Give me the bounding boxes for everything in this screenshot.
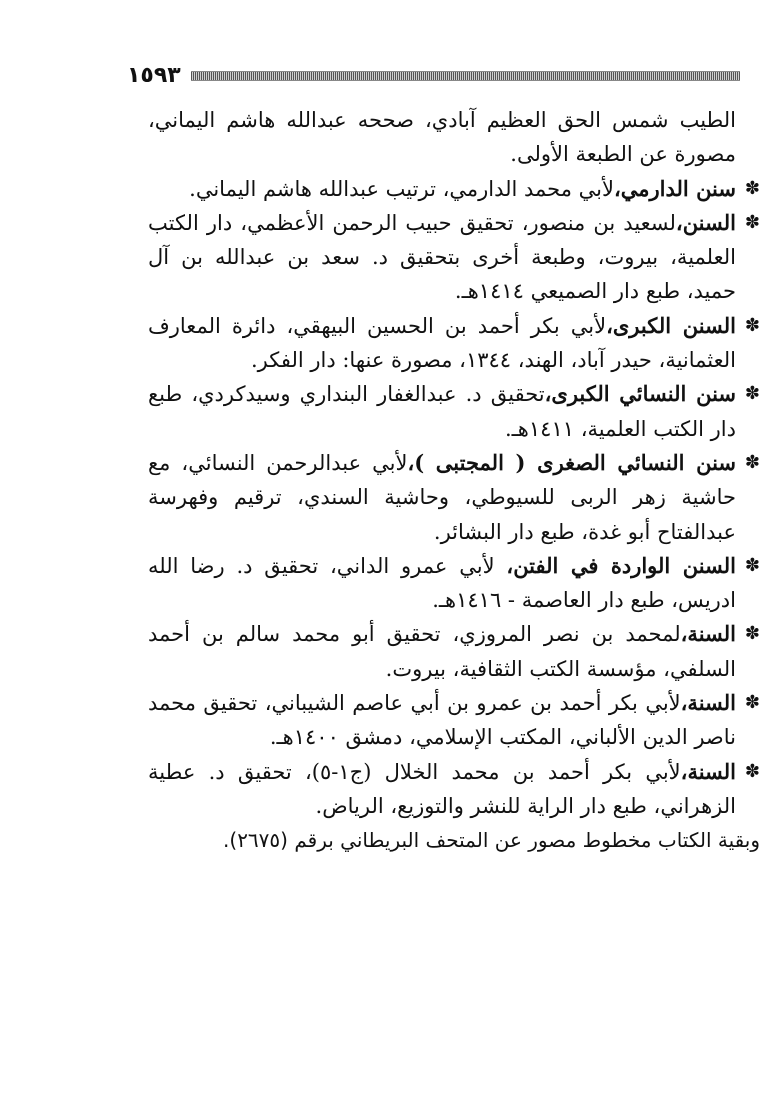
bibliography-entry — [148, 309, 760, 378]
bibliography-list — [148, 103, 760, 858]
entry-title: السنة، — [680, 690, 736, 716]
bibliography-entry — [148, 377, 760, 446]
footer-note: وبقية الكتاب مخطوط مصور عن المتحف البريطاني برقم (٢٦٧٥). — [223, 828, 760, 853]
bibliography-entry — [148, 206, 760, 309]
entry-title: السنن الكبرى، — [606, 312, 736, 338]
entry-text: لأبي عبدالرحمن النسائي، مع حاشية زهر الربى للسيوطي، وحاشية السندي، ترقيم وفهرسة عبدالفتاح أبو غدة، طبع دار البشائر. — [148, 450, 736, 544]
entry-text: لأبي بكر أحمد بن محمد الخلال (ج١-٥)، تحقيق د. عطية الزهراني، طبع دار الراية للنشر والتوزيع، الرياض. — [148, 759, 736, 818]
bibliography-entry — [148, 446, 760, 549]
entry-text: تحقيق د. عبدالغفار البنداري وسيدكردي، طبع دار الكتب العلمية، ١٤١١هـ. — [148, 382, 736, 441]
entry-title: السنة، — [680, 621, 736, 647]
entry-title: سنن النسائي الصغرى ( المجتبى )، — [407, 449, 736, 475]
entry-title: السنة، — [680, 758, 737, 784]
bibliography-entry — [148, 549, 760, 618]
asterisk-icon: ✽ — [744, 692, 760, 714]
asterisk-icon: ✽ — [744, 211, 760, 233]
bibliography-entry — [148, 172, 760, 206]
asterisk-icon: ✽ — [744, 314, 760, 336]
entry-title: السنن الواردة في الفتن، — [506, 552, 736, 578]
asterisk-icon: ✽ — [744, 554, 760, 576]
entry-title: سنن الدارمي، — [614, 175, 736, 201]
entry-text: لأبي بكر أحمد بن الحسين البيهقي، دائرة المعارف العثمانية، حيدر آباد، الهند، ١٣٤٤، مصورة عنها: دار الفكر. — [148, 313, 736, 373]
page-number: ١٥٩٣ — [127, 62, 181, 88]
asterisk-icon: ✽ — [744, 177, 760, 199]
page-header — [125, 60, 740, 90]
bibliography-entry — [148, 755, 760, 824]
bibliography-entry — [148, 686, 760, 755]
entry-title: السنن، — [675, 209, 736, 235]
entry-text: لأبي عمرو الداني، تحقيق د. رضا الله ادريس، طبع دار العاصمة - ١٤١٦هـ. — [148, 553, 736, 613]
entry-text: لأبي محمد الدارمي، ترتيب عبدالله هاشم اليماني. — [189, 176, 614, 201]
asterisk-icon: ✽ — [744, 760, 760, 782]
asterisk-icon: ✽ — [744, 451, 760, 473]
asterisk-icon: ✽ — [744, 623, 760, 645]
continuation-paragraph: الطيب شمس الحق العظيم آبادي، صححه عبدالله هاشم اليماني، مصورة عن الطبعة الأولى. — [148, 108, 736, 167]
entry-text: لأبي بكر أحمد بن عمرو بن أبي عاصم الشيباني، تحقيق محمد ناصر الدين الألباني، المكتب الإسلامي، دمشق ١٤٠٠هـ. — [148, 691, 736, 750]
entry-text: لسعيد بن منصور، تحقيق حبيب الرحمن الأعظمي، دار الكتب العلمية، بيروت، وطبعة أخرى بتحقيق د. سعد بن عبدالله بن آل حميد، طبع دار الصميعي ١٤١٤هـ. — [148, 210, 736, 304]
header-rule — [191, 71, 740, 81]
entry-title: سنن النسائي الكبرى، — [544, 381, 737, 407]
entry-text: لمحمد بن نصر المروزي، تحقيق أبو محمد سالم بن أحمد السلفي، مؤسسة الكتب الثقافية، بيروت. — [148, 622, 736, 681]
bibliography-entry — [148, 617, 760, 686]
asterisk-icon: ✽ — [744, 383, 760, 405]
